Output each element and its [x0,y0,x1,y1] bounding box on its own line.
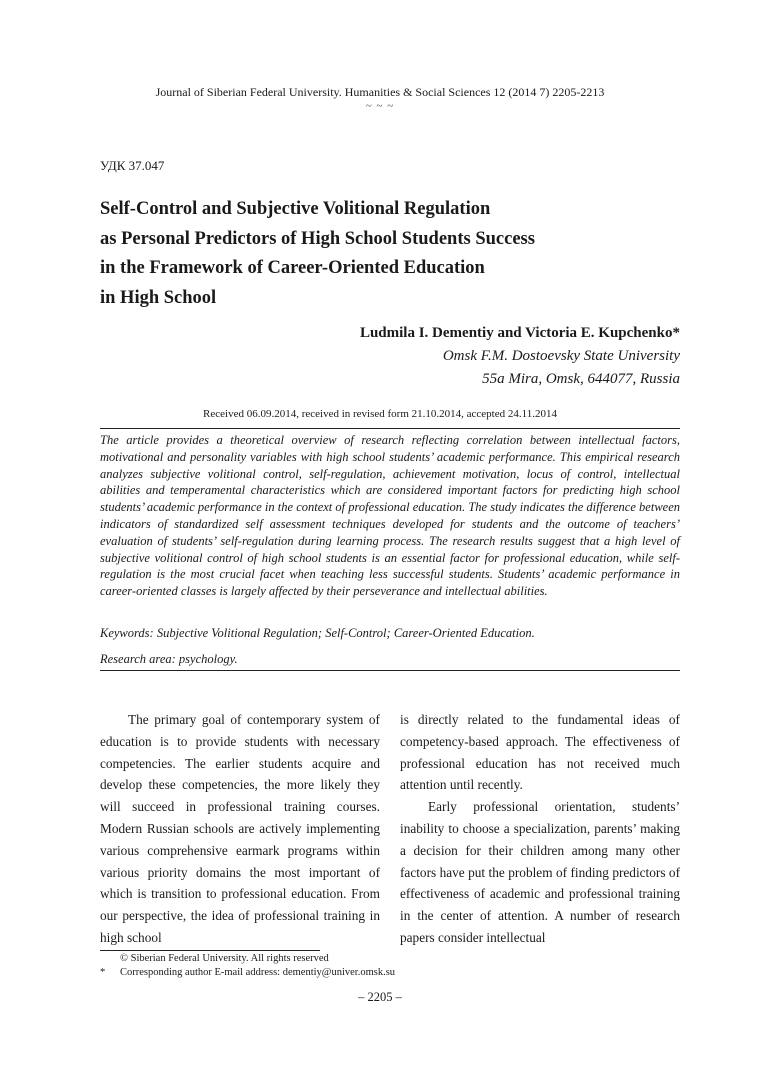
body-paragraph: The primary goal of contemporary system of education is to provide students with necessary competencies. The earlier students acquire and develop these competencies, the more likely they will succeed in professional training courses. Modern Russian schools are actively implementing various comprehensive earmark programs within various priority domains the most important of which is transition to professional education. From our perspective, the idea of professional training in high school [100,712,380,945]
abstract-top-rule [100,428,680,429]
footnote-corresponding [100,967,395,978]
body-column-right [400,709,680,949]
body-paragraph: Early professional orientation, students’ inability to choose a specialization, parents’ making a decision for their children among many other factors have put the problem of finding predictors of effectiveness of academic and professional training in the center of attention. A number of research papers consider intellectual [400,799,680,945]
footnote-mark: * [100,967,106,978]
research-area: Research area: psychology. [100,652,238,666]
title-line: in the Framework of Career-Oriented Education [100,258,485,278]
body-paragraph: is directly related to the fundamental ideas of competency-based approach. The effectiveness of professional education has not received much attention until recently. [400,712,680,793]
author-block [360,322,680,391]
footnote-rule [100,950,320,951]
title-line: in High School [100,287,217,308]
copyright-text: © Siberian Federal University. All rights reserved [120,953,329,964]
keywords: Keywords: Subjective Volitional Regulation; Self-Control; Career-Oriented Education. [100,626,535,640]
abstract: The article provides a theoretical overview of research reflecting correlation between intellectual factors, motivational and personality variables with high school students’ academic performance. This empirical research analyzes subjective volitional control, self-regulation, achievement motivation, locus of control, intellectual abilities and temperamental characteristics which are considered important factors for predicting high school students’ academic performance in the context of professional education. The study indicates the difference between indicators of standardized self assessment techniques developed for students and the outcome of teachers’ evaluation of students’ self-regulation during learning process. The research results suggest that a high level of subjective volitional control of high school students is an essential factor for professional education, while self-regulation is the most crucial facet when teaching less successful students. Students’ academic performance in career-oriented classes is largely affected by their perseverance and intellectual abilities. [100,433,680,599]
title-line: Self-Control and Subjective Volitional Regulation [100,199,491,219]
page-number: – 2205 – [358,990,402,1004]
paper-title [100,195,690,313]
author-affiliation: Omsk F.M. Dostoevsky State University [442,348,680,364]
author-names: Ludmila I. Dementiy and Victoria E. Kupchenko* [359,325,680,341]
author-address: 55a Mira, Omsk, 644077, Russia [482,371,680,387]
udk-code: УДК 37.047 [100,158,165,173]
journal-header: Journal of Siberian Federal University. Humanities & Social Sciences 12 (2014 7) 2205-2213 [155,85,605,99]
footnote-copyright [100,953,329,964]
abstract-bottom-rule [100,670,680,671]
header-ornament: ~ ~ ~ [365,100,395,112]
body-column-left [100,709,380,949]
corresponding-text: Corresponding author E-mail address: dementiy@univer.omsk.su [120,967,396,978]
received-dates: Received 06.09.2014, received in revised form 21.10.2014, accepted 24.11.2014 [203,408,557,420]
title-line: as Personal Predictors of High School Students Success [100,228,535,249]
